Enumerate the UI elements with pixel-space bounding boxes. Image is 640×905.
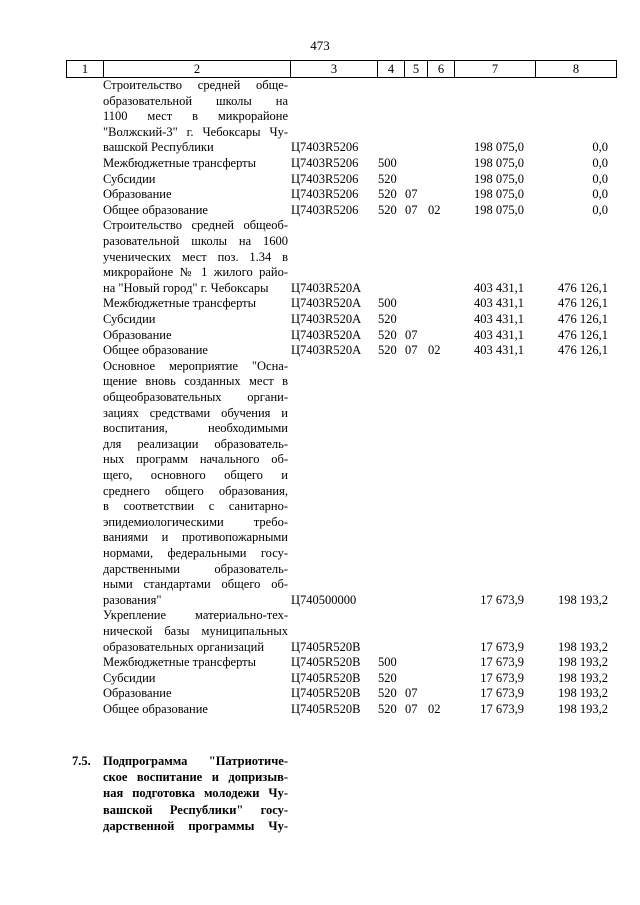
table-row [66,156,611,172]
description-line: разования" [103,592,162,607]
row-description [103,702,288,718]
description-line: Межбюджетные трансферты [103,296,257,311]
amount-year-2: 0,0 [592,202,608,217]
row-description [103,608,288,655]
row-description [103,671,288,687]
target-code: Ц7403R5206 [291,156,359,170]
column-header-table [66,60,617,78]
amount-year-1: 403 431,1 [474,327,524,342]
amount-year-2: 198 193,2 [558,592,608,607]
page-number: 473 [310,38,330,53]
row-description [103,78,288,156]
row-description [103,328,288,344]
table-row [66,608,611,655]
table-row [66,218,611,296]
expense-type: 520 [378,686,397,701]
description-line: Субсидии [103,670,156,685]
expense-type: 520 [378,312,397,326]
expense-type: 500 [378,655,397,670]
col-header-2: 2 [104,61,291,78]
description-line: Образование [103,686,172,701]
col-header-3: 3 [291,61,378,78]
description-line: Общее образование [103,702,208,716]
description-line: образовательных организаций [103,639,265,654]
description-line: Образование [103,187,172,202]
description-line: Субсидии [103,171,156,186]
description-line: на "Новый город" г. Чебоксары [103,280,269,295]
amount-year-1: 17 673,9 [480,702,524,716]
amount-year-1: 403 431,1 [474,343,524,358]
col-header-6: 6 [428,61,455,78]
description-line: разовательной школы на 1600 [103,233,288,248]
amount-year-1: 198 075,0 [474,187,524,202]
table-row [66,296,611,312]
table-row [66,655,611,671]
description-line: Межбюджетные трансферты [103,156,257,170]
description-line: "Волжский-3" г. Чебоксары Чу- [103,124,288,139]
col-header-7: 7 [455,61,536,78]
table-row [66,328,611,344]
description-line: ными стандартами общего об- [103,577,288,592]
amount-year-2: 198 193,2 [558,670,608,685]
subprogram-title-line: ское воспитание и допризыв- [103,770,288,785]
row-description [103,655,288,671]
target-code: Ц7403R520A [291,296,362,311]
row-description [103,187,288,203]
col-header-1: 1 [67,61,104,78]
amount-year-2: 476 126,1 [558,343,608,358]
amount-year-2: 198 193,2 [558,639,608,654]
target-code: Ц7405R520B [291,655,361,670]
col-header-8: 8 [536,61,617,78]
target-code: Ц7405R520B [291,702,361,716]
subprogram-title-line: ная подготовка молодежи Чу- [103,786,288,801]
expense-type: 500 [378,156,397,170]
description-line: Общее образование [103,343,208,358]
subsection: 02 [428,202,441,217]
target-code: Ц7403R520A [291,343,362,358]
expense-type: 520 [378,702,397,716]
description-line: для реализации образователь- [103,436,288,451]
expense-type: 520 [378,670,397,685]
amount-year-2: 0,0 [592,140,608,155]
amount-year-1: 403 431,1 [474,280,524,295]
subprogram-number: 7.5. [72,754,91,768]
amount-year-2: 198 193,2 [558,702,608,716]
row-description [103,359,288,609]
expense-type: 520 [378,327,397,342]
description-line: эпидемиологическими требо- [103,514,288,529]
description-line: нормами, федеральными госу- [103,545,288,560]
description-line: Субсидии [103,312,156,326]
description-line: воспитания, необходимыми [103,421,288,436]
row-description [103,218,288,296]
description-line: среднего общего образования, [103,483,288,498]
description-line: Основное мероприятие "Осна- [103,358,288,373]
expense-type: 520 [378,171,397,186]
subprogram-title-line: Подпрограмма "Патриотиче- [103,754,288,768]
row-description [103,156,288,172]
description-line: Строительство средней общеоб- [103,218,288,233]
amount-year-1: 17 673,9 [480,686,524,701]
section: 07 [405,202,418,217]
table-row [66,343,611,359]
target-code: Ц7405R520B [291,686,361,701]
row-description [103,203,288,219]
subsection: 02 [428,702,441,716]
description-line: в соответствии с санитарно- [103,499,288,514]
description-line: зациях средствами обучения и [103,405,288,420]
section: 07 [405,187,418,202]
section: 07 [405,327,418,342]
amount-year-1: 198 075,0 [474,202,524,217]
amount-year-2: 0,0 [592,171,608,186]
amount-year-2: 198 193,2 [558,686,608,701]
target-code: Ц7403R5206 [291,140,359,155]
subprogram-title-line: дарственной программы Чу- [103,818,288,833]
target-code: Ц740500000 [291,592,357,607]
amount-year-1: 17 673,9 [480,670,524,685]
amount-year-1: 403 431,1 [474,296,524,311]
description-line: Общее образование [103,202,208,217]
target-code: Ц7403R520A [291,280,362,295]
table-row [66,78,611,156]
target-code: Ц7403R5206 [291,187,359,202]
description-line: нической базы муниципальных [103,623,288,638]
table-row [66,702,611,718]
amount-year-1: 198 075,0 [474,140,524,155]
table-row [66,187,611,203]
row-description [103,343,288,359]
expense-type: 500 [378,296,397,311]
table-row [66,172,611,188]
description-line: щение вновь созданных мест в [103,374,288,389]
col-header-5: 5 [405,61,428,78]
amount-year-2: 0,0 [592,156,608,170]
description-line: 1100 мест в микрорайоне [103,109,288,124]
table-row [66,686,611,702]
target-code: Ц7405R520B [291,670,361,685]
table-row [66,312,611,328]
subprogram-title [103,753,288,834]
section: 07 [405,686,418,701]
description-line: Образование [103,327,172,342]
amount-year-1: 198 075,0 [474,171,524,186]
row-description [103,686,288,702]
col-header-4: 4 [378,61,405,78]
table-row [66,203,611,219]
row-description [103,312,288,328]
target-code: Ц7403R520A [291,327,362,342]
target-code: Ц7403R5206 [291,171,359,186]
table-row [66,671,611,687]
target-code: Ц7403R5206 [291,202,359,217]
table-row [66,359,611,609]
amount-year-1: 17 673,9 [480,639,524,654]
description-line: щего, основного общего и [103,467,288,482]
target-code: Ц7403R520A [291,312,362,326]
amount-year-2: 476 126,1 [558,296,608,311]
row-description [103,172,288,188]
expense-type: 520 [378,202,397,217]
amount-year-1: 17 673,9 [480,592,524,607]
amount-year-2: 0,0 [592,187,608,202]
amount-year-1: 403 431,1 [474,312,524,326]
row-description [103,296,288,312]
amount-year-2: 476 126,1 [558,280,608,295]
amount-year-2: 476 126,1 [558,312,608,326]
description-line: дарственными образователь- [103,561,288,576]
expense-type: 520 [378,343,397,358]
amount-year-1: 198 075,0 [474,156,524,170]
amount-year-2: 476 126,1 [558,327,608,342]
target-code: Ц7405R520B [291,639,361,654]
description-line: ных программ начального об- [103,452,288,467]
description-line: образовательной школы на [103,93,288,108]
subprogram-title-line: вашской Республики" госу- [103,802,288,817]
description-line: ученических мест поз. 1.34 в [103,249,288,264]
description-line: Межбюджетные трансферты [103,655,257,670]
description-line: ваниями и противопожарными [103,530,288,545]
expense-type: 520 [378,187,397,202]
description-line: Строительство средней обще- [103,78,288,92]
amount-year-2: 198 193,2 [558,655,608,670]
section: 07 [405,702,418,716]
description-line: общеобразовательных органи- [103,389,288,404]
amount-year-1: 17 673,9 [480,655,524,670]
section: 07 [405,343,418,358]
description-line: вашской Республики [103,140,214,155]
subsection: 02 [428,343,441,358]
description-line: микрорайоне № 1 жилого райо- [103,265,288,280]
description-line: Укрепление материально-тех- [103,608,288,623]
